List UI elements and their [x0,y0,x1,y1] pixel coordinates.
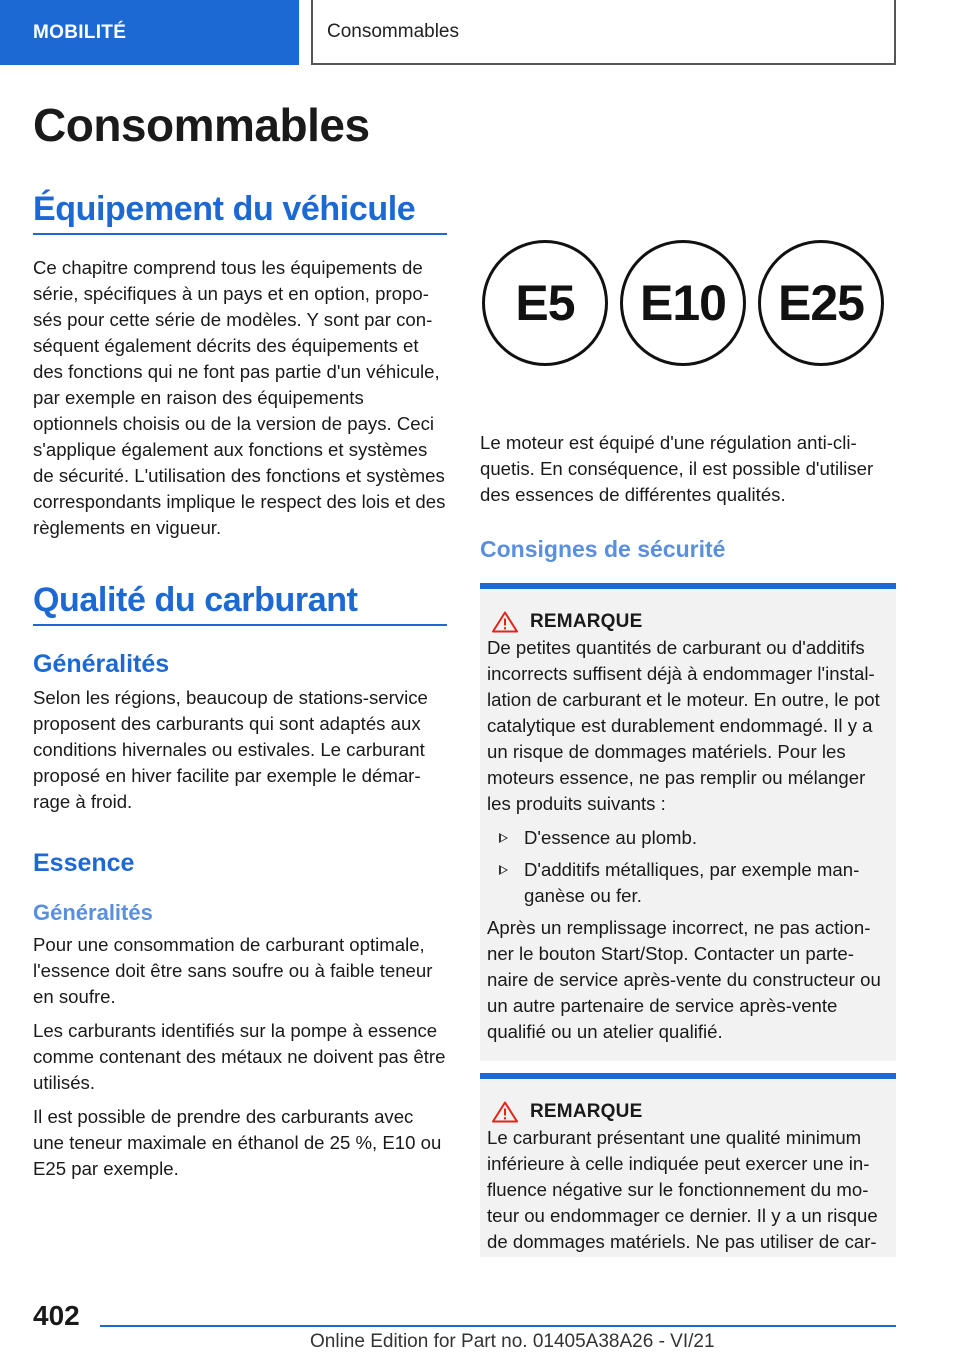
header-section-tab: MOBILITÉ [0,0,299,65]
footer-edition: Online Edition for Part no. 01405A38A26 - VI/21 [310,1331,715,1352]
list-item: D'additifs métalliques, par exemple manganèse ou fer. [487,857,888,909]
fuel-label-e10: E10 [620,240,746,366]
header-chapter-title: Consommables [311,0,896,65]
essence-text-2: Les carburants identifiés sur la pompe à essence comme contenant des métaux ne doivent pas être utilisés. [33,1020,446,1093]
fuel-general-text: Selon les régions, beaucoup de stations-service proposent des carburants qui sont adaptés aux conditions hivernales ou estivales. Le carburant proposé en hiver facilite par exemple le démarrage à froid. [33,687,428,812]
bullet-triangle-icon [499,833,508,843]
bullet-triangle-icon [499,865,508,875]
safety-heading: Consignes de sécurité [480,536,726,562]
page-title: Consommables [33,99,370,151]
list-item: D'essence au plomb. [487,825,888,851]
notice-text: Le carburant présentant une qualité minimum inférieure à celle indiquée peut exercer une influence négative sur le fonctionnement du moteur ou endommager ce dernier. Il y a un risque de dommages matériels. Ne pas utiliser de car- [487,1127,878,1252]
fuel-label-e25: E25 [758,240,884,366]
notice-after-text: Après un remplissage incorrect, ne pas actionner le bouton Start/Stop. Contacter un partenaire de service après-vente du constructeur ou un autre partenaire de service après-vente qualifié ou un atelier qualifié. [487,917,881,1042]
essence-heading: Essence [33,849,135,877]
page-number: 402 [33,1300,80,1331]
notice-title: REMARQUE [530,611,643,632]
equipment-text: Ce chapitre comprend tous les équipements de série, spécifiques à un pays et en option, proposés pour cette série de modèles. Y sont par conséquent également décrits des équipements et des fonctions qui ne font pas partie d'un véhicule, par exemple en raison des équipements optionnels choisis ou de la version de pays. Ceci s'applique également aux fonctions et systèmes de sécurité. L'utilisation des fonctions et systèmes correspondants implique le respect des lois et des règlements en vigueur. [33,257,446,538]
essence-text-1: Pour une consommation de carburant optimale, l'essence doit être sans soufre ou à faible teneur en soufre. [33,934,433,1007]
warning-icon [492,1101,518,1123]
notice-title: REMARQUE [530,1101,643,1122]
essence-text-3: Il est possible de prendre des carburants avec une teneur maximale en éthanol de 25 %, E10 ou E25 par exemple. [33,1106,442,1179]
notice-list [487,825,888,909]
fuel-label-e5: E5 [482,240,608,366]
footer-divider [100,1325,896,1327]
essence-general-heading: Généralités [33,900,153,925]
left-column [33,190,447,1182]
equipment-heading: Équipement du véhicule [33,190,447,235]
fuel-general-heading: Généralités [33,650,170,678]
notice-box-2 [480,1073,896,1257]
fuel-quality-heading: Qualité du carburant [33,581,447,626]
fuel-labels-illustration [480,236,896,370]
right-column [480,236,896,1257]
notice-box-1 [480,583,896,1061]
notice-text: De petites quantités de carburant ou d'additifs incorrects suffisent déjà à endommager l'installation de carburant et le moteur. En outre, le pot catalytique est durablement endommagé. Il y a un risque de dommages matériels. Pour les moteurs essence, ne pas remplir ou mélanger les produits suivants : [487,637,880,814]
warning-icon [492,611,518,633]
engine-text: Le moteur est équipé d'une régulation anti-cliquetis. En conséquence, il est possible d'utiliser des essences de différentes qualités. [480,432,874,505]
